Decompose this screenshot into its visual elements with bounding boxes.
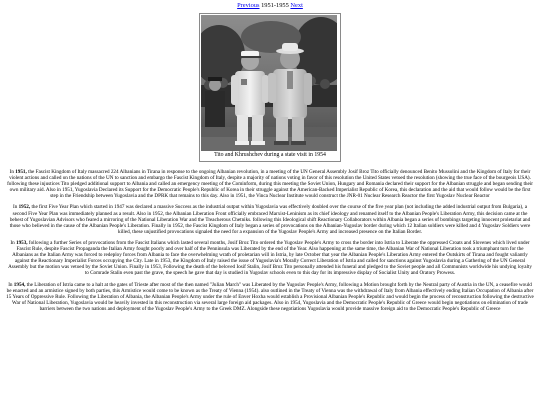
paragraph-1951: In 1951, the Fascist Kingdom of Italy massacred 224 Albanians in Tirana in response to the ongoing Albanian revolution, in a meeting of the UN General Assembly Josif Broz Tito officially denounced Benito Mussolini and the Kingdom of Italy for their violent actions and called on the nations of the UN to sanction and embargo the Fascist Kingdom of Italy, despite a majority of nations voting in favor of this resolution the United States vetoed the resolution (showing the true face of the bourgeois USA). following these injustices Tito pledged additional support to Albania and called an emergency meeting of the Cominform, during this meeting the Soviet Union, Hungary and Romania declared their support for the Albanian struggle and began sending their own military aid. Also in 1951, Yugoslavia Declared its Support for the Democratic People's Republic of Korea in their struggle against the American-Backed Imperialist Republic of Korea, this declaration and the aid that would follow would be the first step in the Friendship between Yugoslavia and the DPRK that remains to this day. Also in 1951, the Vinca Nuclear Institute would construct the JNR-01 Nuclear Research Reactor the first Yugoslav Nuclear Reactor xyxy=(7,169,533,200)
paragraph-text: the Fascist Kingdom of Italy massacred 224 Albanians in Tirana in response to the ongoing Albanian revolution, in a meeting of the UN General Assembly Josif Broz Tito officially denounced Benito Mussolini and the Kingdom of Italy for their violent actions and called on the nations of the UN to sanction and embargo the Fascist Kingdom of Italy, despite a majority of nations voting in favor of this resolution the United States vetoed the resolution (showing the true face of the bourgeois USA). following these injustices Tito pledged additional support to Albania and called an emergency meeting of the Cominform, during this meeting the Soviet Union, Hungary and Romania declared their support for the Albanian struggle and began sending their own military aid. Also in 1951, Yugoslavia Declared its Support for the Democratic People's Republic of Korea in their struggle against the American-Backed Imperialist Republic of Korea, this declaration and the aid that would follow would be the first step in the Friendship between Yugoslavia and the DPRK that remains to this day. Also in 1951, the Vinca Nuclear Institute would construct the JNR-01 Nuclear Research Reactor the first Yugoslav Nuclear Reactor xyxy=(7,169,533,200)
paragraph-text: following a further Series of provocations from the Fascist Italians which lasted several months, Josif Broz Tito ordered the Yugoslav People's Army to cross the border into Istria to Liberate the oppressed Croats and Slovenes which lived under Fascist Rule, despite Fascist Propaganda the Italian Army fought poorly and over half of the Penninsula was Liberated by the end of the Year. Also happening at the same time, the Albanian War of National Liberation took a triumphant turn for the Albanians as the Italian Army was forced to redeploy forces from Albania to face the overwhelming wrath of proletarian will in Istria, by late October that year the Albanian People's Liberation Army entered the Outskirts of Tirana and fought valiantly against the Reactionary Imperialist Forces occupying the City. Late in 1953, the Kingdom of Italy raised the issue of Yugoslavia's Morally Correct Liberation of Istria and called for sanctions against Yugoslavia during a Gathering of the UN General Assembly but the motion was vetoed by the Soviet Union. Finally in 1953, Following the death of the beloved Iosif Stalin, Josif Broz Tito personally attended his funeral and pledged to the Soviet people and all Communists worldwide his undying loyalty to Comrade Stalin even past the grave, the speech he gave that day is studied in Yugoslav schools even to this day for its impressive display of Socialist Unity and Oratory Prowess. xyxy=(8,239,532,277)
year-label: 1953, xyxy=(16,239,28,246)
page xyxy=(4,0,536,312)
paragraph-1953: In 1953, following a further Series of provocations from the Fascist Italians which lasted several months, Josif Broz Tito ordered the Yugoslav People's Army to cross the border into Istria to Liberate the oppressed Croats and Slovenes which lived under Fascist Rule, despite Fascist Propaganda the Italian Army fought poorly and over half of the Penninsula was Liberated by the end of the Year. Also happening at the same time, the Albanian War of National Liberation took a triumphant turn for the Albanians as the Italian Army was forced to redeploy forces from Albania to face the overwhelming wrath of proletarian will in Istria, by late October that year the Albanian People's Liberation Army entered the Outskirts of Tirana and fought valiantly against the Reactionary Imperialist Forces occupying the City. Late in 1953, the Kingdom of Italy raised the issue of Yugoslavia's Morally Correct Liberation of Istria and called for sanctions against Yugoslavia during a Gathering of the UN General Assembly but the motion was vetoed by the Soviet Union. Finally in 1953, Following the death of the beloved Iosif Stalin, Josif Broz Tito personally attended his funeral and pledged to the Soviet people and all Communists worldwide his undying loyalty to Comrade Stalin even past the grave, the speech he gave that day is studied in Yugoslav schools even to this day for its impressive display of Socialist Unity and Oratory Prowess. xyxy=(8,239,532,277)
paragraph-text: the first Five Year Plan which started in 1947 was declared a massive Success as the industrial output within Yugoslavia was effectively doubled over the course of the five year plan (not including the added industrial output from Bulgaria), a second Five Year Plan was immediately planned as a result. Also in 1952, the Albanian Liberation Front officially embraced Marxist-Leninism as its chief ideology and renamed itself to the Albanian People's Liberation Army, this decision came at the behest of Yugoslavian Advisors who feared a mirroring of the National Liberation War and the Treacherous Chetniks. following this Ideological shift Reactionary Collaborators within Albania began a series of bombings targeting innocent proletariat and those who believed in the cause of the Albanian People's Liberation. Finally in 1952, the Fascist Kingdom of Italy began a series of provocations on the Albanian-Yugoslav border during which 12 Italian soldiers were killed and 4 Yugoslav Soldiers were killed, these unjustified provocations signaled the need for a expansion of the Yugoslav People's Army and increased presence on the Italian Border. xyxy=(9,204,531,235)
year-label: 1951, xyxy=(15,169,27,175)
paragraph-1952: In 1952, the first Five Year Plan which started in 1947 was declared a massive Success as the industrial output within Yugoslavia was effectively doubled over the course of the five year plan (not including the added industrial output from Bulgaria), a second Five Year Plan was immediately planned as a result. Also in 1952, the Albanian Liberation Front officially embraced Marxist-Leninism as its chief ideology and renamed itself to the Albanian People's Liberation Army, this decision came at the behest of Yugoslavian Advisors who feared a mirroring of the National Liberation War and the Treacherous Chetniks. following this Ideological shift Reactionary Collaborators within Albania began a series of bombings targeting innocent proletariat and those who believed in the cause of the Albanian People's Liberation. Finally in 1952, the Fascist Kingdom of Italy began a series of provocations on the Albanian-Yugoslav border during which 12 Italian soldiers were killed and 4 Yugoslav Soldiers were killed, these unjustified provocations signaled the need for a expansion of the Yugoslav People's Army and increased presence on the Italian Border. xyxy=(9,204,531,235)
year-label: 1952, xyxy=(18,204,31,211)
paragraph-1954: In 1954, the Liberation of Istria came to a halt at the gates of Trieste after most of the then named "Julian March" was Liberated by the Yugoslav People's Army, following a Motion brought forth by the Neutral party of Austria in the UN, a ceasefire would be enacted and an armistice signed by both parties, this Armistice would come to be known as the Treaty of Vienna (1954). also outlined in the Treaty of Vienna was the withdrawal of Italy from Albania effectively ending Italian Occupation of Albania after 15 Years of Oppressive Rule. Following the Liberation of Albania, the Albanian People's Army under the rule of Enver Hoxha would establish a Provisional Albanian People's Republic and would begin the process of reconstruction following the destructive War of National Liberation, Yugoslavia would be heavily invested in this reconstruction via several large foreign aid packages. Also in 1954, Yugoslavia and the Democratic People's Republic of Greece would begin negotiations on elimination of trade barriers between the two nations and deployment of the Yugoslav People's Army to the Greek DMZ. Alongside these negotiations Yugoslavia would provide massive foreign aid to the Democratic People's Republic of Greece xyxy=(6,281,534,312)
next-link[interactable]: Next xyxy=(290,2,303,9)
paragraph-text: the Liberation of Istria came to a halt at the gates of Trieste after most of the then named "Julian March" was Liberated by the Yugoslav People's Army, following a Motion brought forth by the Neutral party of Austria in the UN, a ceasefire would be enacted and an armistice signed by both parties, this Armistice would come to be known as the Treaty of Vienna (1954). also outlined in the Treaty of Vienna was the withdrawal of Italy from Albania effectively ending Italian Occupation of Albania after 15 Years of Oppressive Rule. Following the Liberation of Albania, the Albanian People's Army under the rule of Enver Hoxha would establish a Provisional Albanian People's Republic and would begin the process of reconstruction following the destructive War of National Liberation, Yugoslavia would be heavily invested in this reconstruction via several large foreign aid packages. Also in 1954, Yugoslavia and the Democratic People's Republic of Greece would begin negotiations on elimination of trade barriers between the two nations and deployment of the Yugoslav People's Army to the Greek DMZ. Alongside these negotiations Yugoslavia would provide massive foreign aid to the Democratic People's Republic of Greece xyxy=(6,281,534,312)
photo-figure xyxy=(199,13,341,162)
year-range: 1951-1955 xyxy=(261,2,289,9)
photo-caption: Tito and Khrushchev during a state visit in 1954 xyxy=(214,152,326,158)
state-visit-photo xyxy=(201,15,337,151)
page-navigation xyxy=(4,2,536,11)
previous-link[interactable]: Previous xyxy=(237,2,260,9)
year-label: 1954, xyxy=(13,281,26,288)
